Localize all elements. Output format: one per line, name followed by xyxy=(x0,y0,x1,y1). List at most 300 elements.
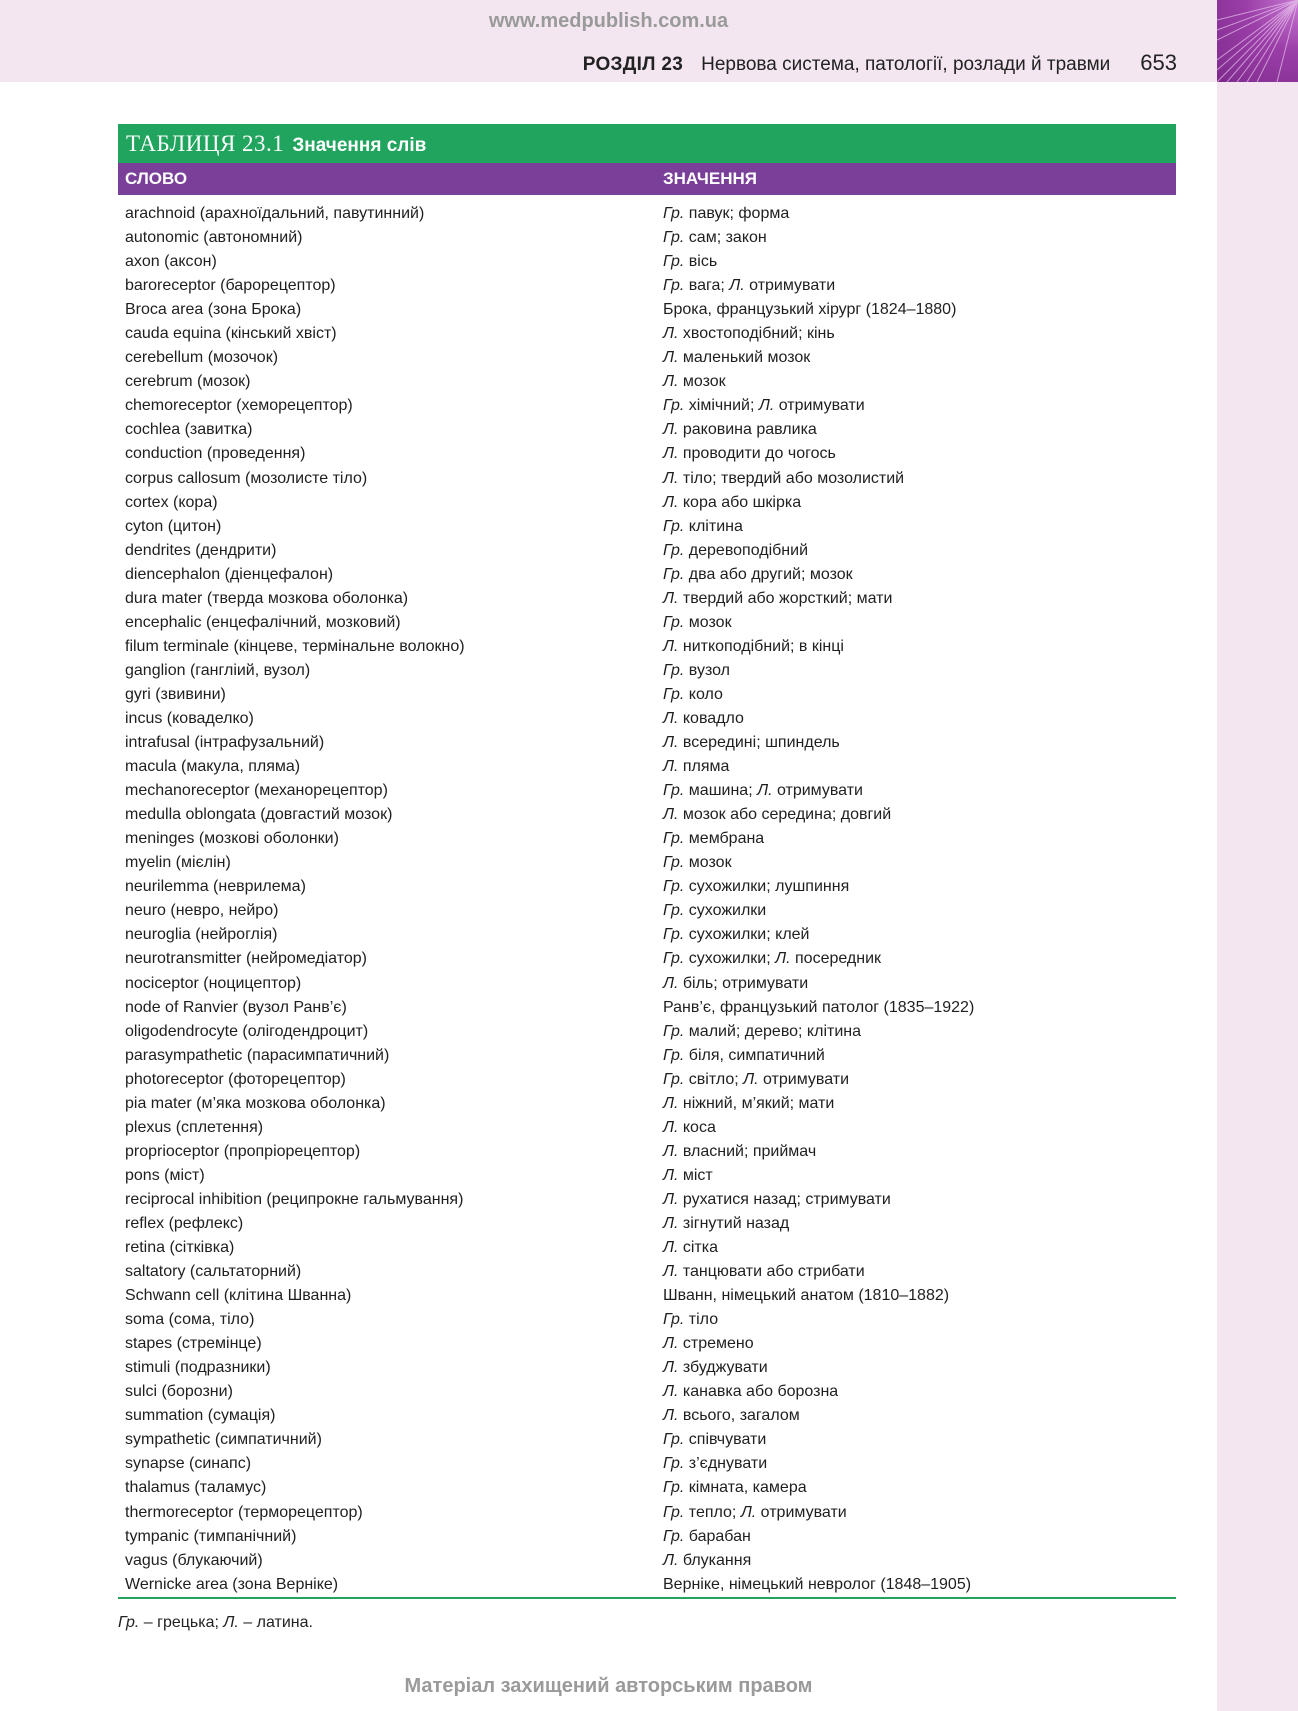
language-abbrev: Л. xyxy=(663,1383,679,1401)
meaning-cell xyxy=(663,1428,766,1452)
meaning-cell xyxy=(663,1116,716,1140)
language-abbrev: Гр. xyxy=(663,878,685,896)
language-abbrev: Гр. xyxy=(663,613,685,631)
meaning-text: мембрана xyxy=(684,830,765,848)
meaning-cell xyxy=(663,635,844,659)
table-row xyxy=(118,851,1176,875)
table-row xyxy=(118,587,1176,611)
term-cell: mechanoreceptor (механорецептор) xyxy=(125,782,388,800)
meaning-text: Ранв’є, французький патолог (1835–1922) xyxy=(663,998,975,1016)
meaning-cell xyxy=(663,1260,865,1284)
meaning-text: збуджувати xyxy=(678,1359,768,1377)
table-row xyxy=(118,322,1176,346)
term-cell: encephalic (енцефалічний, мозковий) xyxy=(125,613,401,631)
meaning-text: – грецька; xyxy=(139,1614,224,1631)
language-abbrev: Гр. xyxy=(663,685,685,703)
meaning-cell xyxy=(663,1068,849,1092)
meaning-cell xyxy=(663,1092,834,1116)
meaning-text: всередині; шпиндель xyxy=(678,734,840,752)
copyright-notice: Матеріал захищений авторським правом xyxy=(404,1675,813,1697)
table-row xyxy=(118,875,1176,899)
meaning-cell xyxy=(663,442,836,466)
table-row xyxy=(118,1404,1176,1428)
meaning-text: хімічний; xyxy=(684,397,759,415)
table-row xyxy=(118,707,1176,731)
table-row xyxy=(118,779,1176,803)
meaning-text: міст xyxy=(678,1166,713,1184)
meaning-cell xyxy=(663,1332,754,1356)
language-abbrev: Л. xyxy=(663,493,679,511)
table-row xyxy=(118,226,1176,250)
table-title: Значення слів xyxy=(292,135,427,156)
table-bottom-rule xyxy=(118,1597,1176,1599)
meaning-cell xyxy=(663,827,764,851)
term-cell: cerebellum (мозочок) xyxy=(125,349,279,367)
language-abbrev: Л. xyxy=(663,373,679,391)
term-cell: filum terminale (кінцеве, термінальне волокно) xyxy=(125,637,465,655)
language-abbrev: Л. xyxy=(663,1166,679,1184)
language-abbrev: Гр. xyxy=(663,253,685,271)
language-abbrev: Л. xyxy=(663,1551,679,1569)
meaning-cell xyxy=(663,1525,751,1549)
meaning-cell xyxy=(663,250,717,274)
term-cell: nociceptor (ноцицептор) xyxy=(125,974,302,992)
language-abbrev: Л. xyxy=(663,709,679,727)
term-cell: intrafusal (інтрафузальний) xyxy=(125,734,325,752)
meaning-text: Верніке, німецький невролог (1848–1905) xyxy=(663,1575,972,1593)
meaning-cell xyxy=(663,539,808,563)
meaning-text: маленький мозок xyxy=(678,349,811,367)
meaning-cell xyxy=(663,515,743,539)
term-cell: cochlea (завитка) xyxy=(125,421,253,439)
table-row xyxy=(118,539,1176,563)
table-row xyxy=(118,1476,1176,1500)
column-header-meaning: ЗНАЧЕННЯ xyxy=(663,169,757,188)
language-abbrev: Л. xyxy=(663,734,679,752)
meaning-text: сам; закон xyxy=(684,229,767,247)
meaning-text: тепло; xyxy=(684,1503,741,1521)
meaning-text: тіло xyxy=(684,1311,719,1329)
table-row xyxy=(118,1356,1176,1380)
meaning-cell xyxy=(663,1212,789,1236)
meaning-cell xyxy=(663,1236,718,1260)
table-row xyxy=(118,611,1176,635)
language-abbrev: Гр. xyxy=(663,950,685,968)
meaning-cell xyxy=(663,1308,718,1332)
language-abbrev: Гр. xyxy=(663,830,685,848)
table-row xyxy=(118,1164,1176,1188)
term-cell: chemoreceptor (хеморецептор) xyxy=(125,397,353,415)
meaning-text: ниткоподібний; в кінці xyxy=(678,637,844,655)
term-cell: neuro (невро, нейро) xyxy=(125,902,279,920)
table-row xyxy=(118,731,1176,755)
language-abbrev: Гр. xyxy=(663,1046,685,1064)
language-abbrev: Л. xyxy=(663,1142,679,1160)
term-cell: neurotransmitter (нейромедіатор) xyxy=(125,950,367,968)
term-cell: node of Ranvier (вузол Ранв’є) xyxy=(125,998,347,1016)
meaning-text: блукання xyxy=(678,1551,752,1569)
meaning-cell xyxy=(663,298,956,322)
page-number: 653 xyxy=(1140,50,1177,75)
meaning-cell xyxy=(663,803,891,827)
meaning-text: мозок xyxy=(684,613,732,631)
language-abbrev: Гр. xyxy=(663,1311,685,1329)
language-abbrev: Л. xyxy=(663,1214,679,1232)
meaning-cell xyxy=(663,346,810,370)
chapter-label: РОЗДІЛ 23 xyxy=(582,54,684,75)
meaning-text: коло xyxy=(684,685,723,703)
meaning-text: барабан xyxy=(684,1527,751,1545)
meaning-text: коса xyxy=(678,1118,716,1136)
meaning-cell xyxy=(663,1356,768,1380)
meaning-text: отримувати xyxy=(756,1503,847,1521)
meaning-cell xyxy=(663,875,849,899)
meaning-cell xyxy=(663,707,744,731)
table-row xyxy=(118,1573,1176,1597)
table-row xyxy=(118,659,1176,683)
language-abbrev: Гр. xyxy=(663,229,685,247)
term-cell: incus (коваделко) xyxy=(125,709,254,727)
language-abbrev: Л. xyxy=(663,469,679,487)
term-cell: parasympathetic (парасимпатичний) xyxy=(125,1046,390,1064)
site-url: www.medpublish.com.ua xyxy=(488,10,729,32)
language-abbrev: Гр. xyxy=(663,782,685,800)
table-row xyxy=(118,923,1176,947)
meaning-cell xyxy=(663,1164,713,1188)
language-abbrev: Гр. xyxy=(663,1527,685,1545)
meaning-cell xyxy=(663,972,808,996)
term-cell: plexus (сплетення) xyxy=(125,1118,264,1136)
meaning-text: проводити до чогось xyxy=(678,445,836,463)
meaning-cell xyxy=(663,755,729,779)
language-abbrev: Гр. xyxy=(663,661,685,679)
meaning-cell xyxy=(663,1404,800,1428)
term-cell: conduction (проведення) xyxy=(125,445,306,463)
term-cell: cerebrum (мозок) xyxy=(125,373,251,391)
meaning-cell xyxy=(663,899,766,923)
language-abbrev: Л. xyxy=(775,950,791,968)
term-cell: reflex (рефлекс) xyxy=(125,1214,244,1232)
term-cell: ganglion (гангліий, вузол) xyxy=(125,661,311,679)
meaning-text: ніжний, м’який; мати xyxy=(678,1094,835,1112)
term-cell: neuroglia (нейроглія) xyxy=(125,926,278,944)
table-row xyxy=(118,1140,1176,1164)
language-abbrev: Л. xyxy=(663,806,679,824)
term-cell: gyri (звивини) xyxy=(125,685,226,703)
table-row xyxy=(118,635,1176,659)
meaning-cell xyxy=(663,659,730,683)
meaning-cell xyxy=(663,1573,971,1597)
table-row xyxy=(118,827,1176,851)
meaning-cell xyxy=(663,683,723,707)
table-row xyxy=(118,515,1176,539)
language-abbrev: Гр. xyxy=(663,1455,685,1473)
table-row xyxy=(118,1020,1176,1044)
meaning-text: тіло; твердий або мозолистий xyxy=(678,469,905,487)
language-abbrev: Гр. xyxy=(663,1070,685,1088)
table-row xyxy=(118,1116,1176,1140)
term-cell: cortex (кора) xyxy=(125,493,218,511)
language-abbrev: Л. xyxy=(663,1239,679,1257)
running-head xyxy=(583,50,1177,76)
language-abbrev: Гр. xyxy=(663,565,685,583)
meaning-text: два або другий; мозок xyxy=(684,565,853,583)
meaning-text: сухожилки xyxy=(684,902,767,920)
language-abbrev: Л. xyxy=(663,1407,679,1425)
table-row xyxy=(118,1212,1176,1236)
meaning-cell xyxy=(663,1549,751,1573)
term-cell: axon (аксон) xyxy=(125,253,217,271)
table-row xyxy=(118,996,1176,1020)
term-cell: Schwann cell (клітина Шванна) xyxy=(125,1287,352,1305)
meaning-text: отримувати xyxy=(758,1070,850,1088)
table-row xyxy=(118,755,1176,779)
language-abbrev: Л. xyxy=(757,782,773,800)
meaning-text: співчувати xyxy=(684,1431,767,1449)
meaning-text: стремено xyxy=(678,1335,754,1353)
language-abbrev: Л. xyxy=(663,637,679,655)
meaning-cell xyxy=(663,1044,825,1068)
table-row xyxy=(118,442,1176,466)
meaning-cell xyxy=(663,1452,767,1476)
term-cell: saltatory (сальтаторний) xyxy=(125,1263,302,1281)
table-row xyxy=(118,1525,1176,1549)
meaning-text: мозок xyxy=(678,373,726,391)
table-footnote xyxy=(118,1614,313,1632)
term-cell: soma (сома, тіло) xyxy=(125,1311,255,1329)
column-header-word: СЛОВО xyxy=(125,169,188,188)
meaning-cell xyxy=(663,587,892,611)
table-row xyxy=(118,1332,1176,1356)
term-cell: myelin (мієлін) xyxy=(125,854,231,872)
language-abbrev: Л. xyxy=(663,1263,679,1281)
meaning-cell xyxy=(663,923,809,947)
meaning-text: Брока, французький хірург (1824–1880) xyxy=(663,301,957,319)
meaning-cell xyxy=(663,947,881,971)
term-cell: cauda equina (кінський хвіст) xyxy=(125,325,337,343)
language-abbrev: Л. xyxy=(740,1503,757,1521)
meaning-text: сухожилки; xyxy=(684,950,776,968)
language-abbrev: Гр. xyxy=(663,205,685,222)
meaning-text: твердий або жорсткий; мати xyxy=(678,589,893,607)
term-cell: meninges (мозкові оболонки) xyxy=(125,830,339,848)
language-abbrev: Л. xyxy=(663,589,679,607)
meaning-text: сухожилки; клей xyxy=(684,926,810,944)
language-abbrev: Гр. xyxy=(663,517,685,535)
table-row xyxy=(118,683,1176,707)
meaning-text: кімната, камера xyxy=(684,1479,807,1497)
meaning-text: сітка xyxy=(678,1239,718,1257)
language-abbrev: Гр. xyxy=(663,1503,685,1521)
meaning-text: деревоподібний xyxy=(684,541,809,559)
table-row xyxy=(118,1068,1176,1092)
language-abbrev: Л. xyxy=(663,325,679,343)
language-abbrev: Гр. xyxy=(663,541,685,559)
table-row xyxy=(118,394,1176,418)
term-cell: dura mater (тверда мозкова оболонка) xyxy=(125,589,409,607)
table-row xyxy=(118,803,1176,827)
language-abbrev: Гр. xyxy=(663,926,685,944)
meaning-cell xyxy=(663,274,835,298)
meaning-cell xyxy=(663,1380,838,1404)
meaning-cell xyxy=(663,1020,861,1044)
table-body xyxy=(118,195,1176,1597)
meaning-cell xyxy=(663,611,732,635)
language-abbrev: Л. xyxy=(743,1070,759,1088)
meaning-cell xyxy=(663,563,853,587)
table-row xyxy=(118,1188,1176,1212)
meaning-text: власний; приймач xyxy=(678,1142,817,1160)
meaning-cell xyxy=(663,1476,807,1500)
table-row xyxy=(118,1308,1176,1332)
table-row xyxy=(118,346,1176,370)
meaning-cell xyxy=(663,418,817,442)
term-cell: thermoreceptor (терморецептор) xyxy=(125,1503,363,1521)
language-abbrev: Гр. xyxy=(663,1479,685,1497)
meaning-cell xyxy=(663,996,974,1020)
table-row xyxy=(118,972,1176,996)
language-abbrev: Гр. xyxy=(118,1614,140,1631)
term-cell: thalamus (таламус) xyxy=(125,1479,267,1497)
meaning-text: малий; дерево; клітина xyxy=(684,1022,861,1040)
table-row xyxy=(118,1092,1176,1116)
meaning-text: біль; отримувати xyxy=(678,974,809,992)
meaning-cell xyxy=(663,370,726,394)
meaning-text: вага; xyxy=(684,277,730,295)
term-cell: diencephalon (діенцефалон) xyxy=(125,565,334,583)
term-cell: stapes (стремінце) xyxy=(125,1335,262,1353)
meaning-cell xyxy=(663,1188,891,1212)
side-band xyxy=(1217,0,1298,1711)
meaning-text: всього, загалом xyxy=(678,1407,800,1425)
meaning-cell xyxy=(663,1284,949,1308)
term-cell: retina (сітківка) xyxy=(125,1239,235,1257)
term-cell: photoreceptor (фоторецептор) xyxy=(125,1070,346,1088)
term-cell: synapse (синапс) xyxy=(125,1455,252,1473)
meaning-text: біля, симпатичний xyxy=(684,1046,825,1064)
meaning-text: отримувати xyxy=(774,397,865,415)
language-abbrev: Гр. xyxy=(663,854,685,872)
term-cell: vagus (блукаючий) xyxy=(125,1551,263,1569)
meaning-text: раковина равлика xyxy=(678,421,817,439)
table-row xyxy=(118,298,1176,322)
meaning-text: павук; форма xyxy=(684,205,790,222)
table-row xyxy=(118,563,1176,587)
meaning-text: світло; xyxy=(684,1070,744,1088)
meaning-cell xyxy=(663,851,732,875)
meaning-text: канавка або борозна xyxy=(678,1383,839,1401)
term-cell: neurilemma (неврилема) xyxy=(125,878,306,896)
meaning-text: хвостоподібний; кінь xyxy=(678,325,835,343)
table-row xyxy=(118,202,1176,226)
language-abbrev: Гр. xyxy=(663,1431,685,1449)
meaning-cell xyxy=(663,322,835,346)
table-row xyxy=(118,1501,1176,1525)
meaning-text: посередник xyxy=(790,950,882,968)
table-row xyxy=(118,899,1176,923)
meaning-text: сухожилки; лушпиння xyxy=(684,878,850,896)
meaning-cell xyxy=(663,1140,816,1164)
corner-burst-icon xyxy=(1217,0,1298,82)
term-cell: baroreceptor (барорецептор) xyxy=(125,277,336,295)
language-abbrev: Л. xyxy=(663,974,679,992)
term-cell: sulci (борозни) xyxy=(125,1383,233,1401)
language-abbrev: Л. xyxy=(729,277,745,295)
term-cell: medulla oblongata (довгастий мозок) xyxy=(125,806,393,824)
table-row xyxy=(118,418,1176,442)
table-row xyxy=(118,491,1176,515)
language-abbrev: Л. xyxy=(663,1118,679,1136)
table-row xyxy=(118,947,1176,971)
meaning-text: – латина. xyxy=(238,1614,313,1631)
table-row xyxy=(118,1236,1176,1260)
language-abbrev: Л. xyxy=(663,1190,679,1208)
term-cell: dendrites (дендрити) xyxy=(125,541,277,559)
term-cell: stimuli (подразники) xyxy=(125,1359,271,1377)
term-cell: summation (сумація) xyxy=(125,1407,276,1425)
meaning-text: отримувати xyxy=(744,277,836,295)
table-row xyxy=(118,1452,1176,1476)
term-cell: tympanic (тимпанічний) xyxy=(125,1527,297,1545)
table-row xyxy=(118,1549,1176,1573)
language-abbrev: Л. xyxy=(758,397,775,415)
meaning-text: з’єднувати xyxy=(684,1455,768,1473)
term-cell: corpus callosum (мозолисте тіло) xyxy=(125,469,368,487)
table-caption xyxy=(118,124,1176,163)
meaning-cell xyxy=(663,1501,847,1525)
meaning-cell xyxy=(663,202,789,226)
language-abbrev: Гр. xyxy=(663,397,685,415)
language-abbrev: Л. xyxy=(223,1614,239,1631)
term-cell: reciprocal inhibition (реципрокне гальмування) xyxy=(125,1190,464,1208)
meaning-cell xyxy=(663,394,865,418)
language-abbrev: Л. xyxy=(663,1335,679,1353)
table-row xyxy=(118,467,1176,491)
meaning-cell xyxy=(663,779,863,803)
table-row xyxy=(118,370,1176,394)
term-cell: autonomic (автономний) xyxy=(125,229,303,247)
language-abbrev: Гр. xyxy=(663,277,685,295)
chapter-title: Нервова система, патології, розлади й травми xyxy=(701,54,1111,75)
language-abbrev: Л. xyxy=(663,758,679,776)
meaning-text: мозок або середина; довгий xyxy=(678,806,892,824)
term-cell: pons (міст) xyxy=(125,1166,205,1184)
language-abbrev: Гр. xyxy=(663,1022,685,1040)
term-cell: cyton (цитон) xyxy=(125,517,222,535)
meaning-text: мозок xyxy=(684,854,732,872)
term-cell: Broca area (зона Брока) xyxy=(125,301,302,319)
meaning-text: рухатися назад; стримувати xyxy=(678,1190,891,1208)
meaning-text: кора або шкірка xyxy=(678,493,802,511)
term-cell: sympathetic (симпатичний) xyxy=(125,1431,322,1449)
table-header-row xyxy=(118,163,1176,195)
meaning-text: зігнутий назад xyxy=(678,1214,790,1232)
language-abbrev: Л. xyxy=(663,1094,679,1112)
meaning-text: клітина xyxy=(684,517,743,535)
meaning-text: машина; xyxy=(684,782,758,800)
meaning-cell xyxy=(663,467,904,491)
term-cell: proprioceptor (пропріорецептор) xyxy=(125,1142,361,1160)
meaning-text: ковадло xyxy=(678,709,744,727)
table-row xyxy=(118,274,1176,298)
table-row xyxy=(118,1284,1176,1308)
language-abbrev: Гр. xyxy=(663,902,685,920)
table-row xyxy=(118,1260,1176,1284)
meaning-cell xyxy=(663,226,767,250)
table-row xyxy=(118,250,1176,274)
meaning-text: танцювати або стрибати xyxy=(678,1263,865,1281)
meaning-text: Шванн, німецький анатом (1810–1882) xyxy=(663,1287,950,1305)
